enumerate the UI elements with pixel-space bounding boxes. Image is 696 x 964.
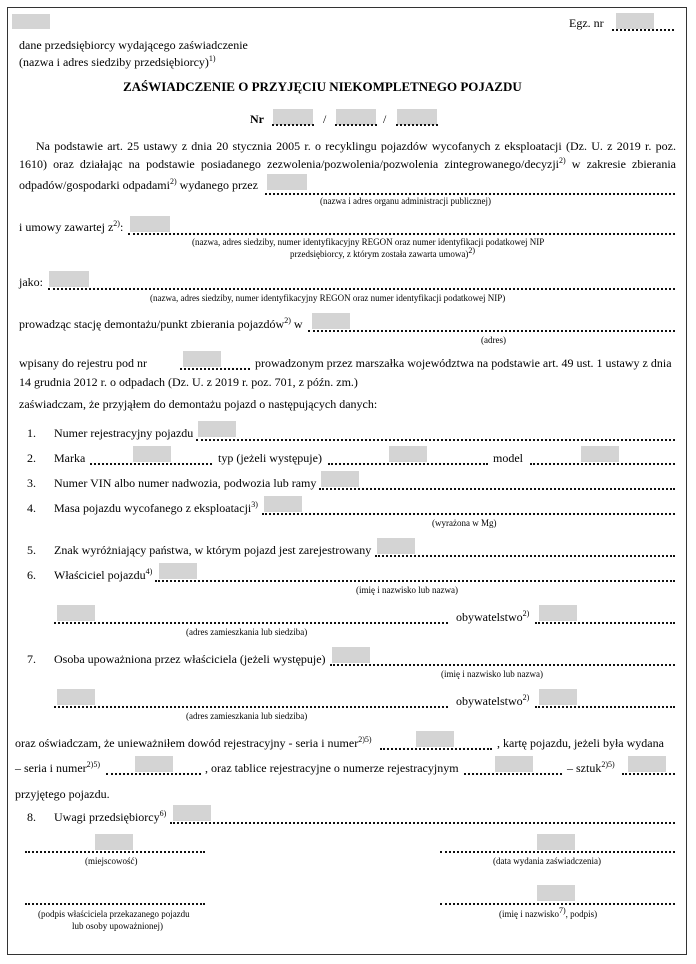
owner-citizenship-label: obywatelstwo$^{2)}$ — [456, 609, 530, 624]
place-caption: (miejscowość) — [85, 856, 138, 866]
plate-number-dots — [464, 773, 562, 775]
item-2-make-label: Marka — [54, 451, 86, 465]
reg-certificate-number-field[interactable] — [416, 731, 454, 747]
authorized-name-field[interactable] — [332, 647, 370, 663]
document-title: ZAŚWIADCZENIE O PRZYJĘCIU NIEKOMPLETNEGO POJAZDU — [123, 79, 522, 94]
copy-number-field[interactable] — [616, 13, 654, 29]
vehicle-mass-dots — [262, 513, 675, 515]
intro-line-2: 1610) oraz działając na podstawie posiadanego zezwolenia/pozwolenia/pozwolenia zintegrowanego/decyzji$^{2)}$ w zakresie zbierania — [19, 156, 676, 171]
authorized-address-field[interactable] — [57, 689, 95, 705]
copy-number-label: Egz. nr — [569, 16, 604, 30]
item-1-number: 1. — [27, 426, 36, 440]
authorized-address-caption: (adres zamieszkania lub siedziba) — [186, 711, 308, 721]
nr-part1-field[interactable] — [273, 109, 313, 125]
reg-certificate-number-dots — [380, 748, 492, 750]
plates-count-dots — [622, 773, 675, 775]
authorized-address-dots — [54, 706, 448, 708]
contract-label: i umowy zawartej $z^{2)}$: — [19, 219, 124, 234]
type-field[interactable] — [389, 446, 427, 462]
nr-part3-field[interactable] — [397, 109, 437, 125]
item-1-label: Numer rejestracyjny pojazdu — [54, 426, 194, 440]
remarks-dots — [170, 822, 675, 824]
contract-caption-1: (nazwa, adres siedziby, numer identyfikacyjny REGON oraz numer identyfikacji podatkowej NIP — [192, 237, 545, 247]
copy-number-dots — [612, 29, 674, 31]
registration-number-dots — [196, 439, 675, 441]
item-8-number: 8. — [27, 810, 36, 824]
owner-address-field[interactable] — [57, 605, 95, 621]
owner-signature-caption-1: (podpis właściciela przekazanego pojazdu — [38, 909, 190, 919]
make-dots — [90, 463, 212, 465]
plate-number-field[interactable] — [495, 756, 533, 772]
authorized-name-dots — [330, 664, 675, 666]
item-3-label: Numer VIN albo numer nadwozia, podwozia lub ramy — [54, 476, 317, 490]
register-number-field[interactable] — [183, 351, 221, 367]
nr-label: Nr — [250, 112, 264, 126]
issuing-authority-caption: (nazwa i adres organu administracji publicznej) — [320, 196, 492, 206]
contract-party-dots — [128, 233, 675, 235]
issuer-sublabel: (nazwa i adres siedziby przedsiębiorcy)$^{1)}$ — [19, 54, 216, 69]
owner-citizenship-field[interactable] — [539, 605, 577, 621]
authorized-name-caption: (imię i nazwisko lub nazwa) — [441, 669, 543, 679]
owner-signature-dots — [25, 903, 205, 905]
country-sign-field[interactable] — [377, 538, 415, 554]
authorized-citizenship-dots — [535, 706, 675, 708]
as-label: jako: — [19, 275, 43, 289]
item-4-number: 4. — [27, 501, 36, 515]
plates-count-field[interactable] — [628, 756, 666, 772]
item-2-number: 2. — [27, 451, 36, 465]
nr-separator-2: / — [383, 112, 387, 126]
issuer-signature-dots — [440, 903, 675, 905]
header-stamp-field[interactable] — [12, 14, 50, 29]
certify-text: zaświadczam, że przyjąłem do demontażu pojazd o następujących danych: — [19, 397, 378, 411]
issuing-authority-dots — [265, 193, 675, 195]
declaration-line-1a: oraz oświadczam, że unieważniłem dowód rejestracyjny - seria i numer$^{2)5)}$ — [15, 735, 372, 750]
model-field[interactable] — [581, 446, 619, 462]
register-label-a: wpisany do rejestru pod nr — [19, 356, 147, 370]
item-4-label: Masa pojazdu wycofanego z eksploatacji$^{3)}$ — [54, 500, 258, 515]
station-label: prowadząc stację demontażu/punkt zbierania pojazdów$^{2)}$ w — [19, 316, 303, 331]
item-5-label: Znak wyróżniający państwa, w którym pojazd jest zarejestrowany — [54, 543, 372, 557]
issuer-name-field[interactable] — [537, 885, 575, 901]
vehicle-card-number-dots — [106, 773, 201, 775]
item-7-number: 7. — [27, 652, 36, 666]
place-dots — [25, 851, 205, 853]
intro-line-3: odpadów/gospodarki odpadami$^{2)}$ wydanego przez — [19, 177, 258, 192]
declaration-line-2a: – seria i numer$^{2)5)}$ — [15, 760, 100, 775]
vehicle-mass-field[interactable] — [264, 496, 302, 512]
item-5-number: 5. — [27, 543, 36, 557]
nr-part1-dots — [272, 124, 314, 126]
authorized-citizenship-field[interactable] — [539, 689, 577, 705]
owner-name-caption: (imię i nazwisko lub nazwa) — [356, 585, 458, 595]
declaration-line-2c: – sztuk$^{2)5)}$ — [567, 760, 615, 775]
issue-date-field[interactable] — [537, 834, 575, 850]
owner-signature-caption-2: lub osoby upoważnionej) — [72, 921, 163, 931]
nr-separator-1: / — [323, 112, 327, 126]
intro-line-1: Na podstawie art. 25 ustawy z dnia 20 stycznia 2005 r. o recyklingu pojazdów wycofanych z eksploatacji (Dz. U. z 2019 r. poz. — [36, 139, 676, 153]
declaration-line-2b: , oraz tablice rejestracyjne o numerze rejestracyjnym — [205, 761, 459, 775]
vin-field[interactable] — [321, 471, 359, 487]
as-caption: (nazwa, adres siedziby, numer identyfikacyjny REGON oraz numer identyfikacji podatkowej NIP) — [150, 293, 506, 303]
register-number-dots — [180, 368, 250, 370]
owner-name-field[interactable] — [159, 563, 197, 579]
nr-part2-dots — [335, 124, 377, 126]
declaration-line-3: przyjętego pojazdu. — [15, 787, 110, 801]
issuing-authority-field[interactable] — [267, 174, 307, 190]
issuer-label: dane przedsiębiorcy wydającego zaświadczenie — [19, 38, 248, 52]
vin-dots — [319, 488, 675, 490]
item-2-type-label: typ (jeżeli występuje) — [218, 451, 322, 465]
item-2-model-label: model — [493, 451, 523, 465]
item-6-label: Właściciel pojazdu$^{4)}$ — [54, 567, 153, 582]
remarks-label: Uwagi przedsiębiorcy$^{6)}$ — [54, 809, 167, 824]
owner-name-dots — [155, 580, 675, 582]
register-line-2: 14 grudnia 2012 r. o odpadach (Dz. U. z 2019 r. poz. 701, z późn. zm.) — [19, 375, 358, 389]
model-dots — [530, 463, 675, 465]
issue-date-caption: (data wydania zaświadczenia) — [493, 856, 601, 866]
country-sign-dots — [375, 555, 675, 557]
item-3-number: 3. — [27, 476, 36, 490]
item-7-label: Osoba upoważniona przez właściciela (jeżeli występuje) — [54, 652, 326, 666]
make-field[interactable] — [133, 446, 171, 462]
place-field[interactable] — [95, 834, 133, 850]
nr-part2-field[interactable] — [336, 109, 376, 125]
declaration-line-1b: , kartę pojazdu, jeżeli była wydana — [497, 736, 664, 750]
station-caption: (adres) — [481, 335, 506, 345]
type-dots — [328, 463, 488, 465]
item-6-number: 6. — [27, 568, 36, 582]
authorized-citizenship-label: obywatelstwo$^{2)}$ — [456, 693, 530, 708]
register-label-b: prowadzonym przez marszałka województwa na podstawie art. 49 ust. 1 ustawy z dnia — [255, 356, 672, 370]
vehicle-card-number-field[interactable] — [135, 756, 173, 772]
station-address-dots — [308, 330, 675, 332]
station-address-field[interactable] — [312, 313, 350, 329]
issuer-signature-caption: (imię i nazwisko$^{7)}$, podpis) — [499, 906, 598, 919]
owner-address-caption: (adres zamieszkania lub siedziba) — [186, 627, 308, 637]
vehicle-mass-caption: (wyrażona w Mg) — [432, 518, 497, 528]
issue-date-dots — [440, 851, 675, 853]
registration-number-field[interactable] — [198, 421, 236, 437]
contract-caption-2: przedsiębiorcy, z którym została zawarta umowa)$^{2)}$ — [290, 246, 476, 259]
remarks-field[interactable] — [173, 805, 211, 821]
owner-address-dots — [54, 622, 448, 624]
owner-citizenship-dots — [535, 622, 675, 624]
as-dots — [48, 288, 675, 290]
nr-part3-dots — [396, 124, 438, 126]
as-field[interactable] — [49, 271, 89, 287]
contract-party-field[interactable] — [130, 216, 170, 232]
